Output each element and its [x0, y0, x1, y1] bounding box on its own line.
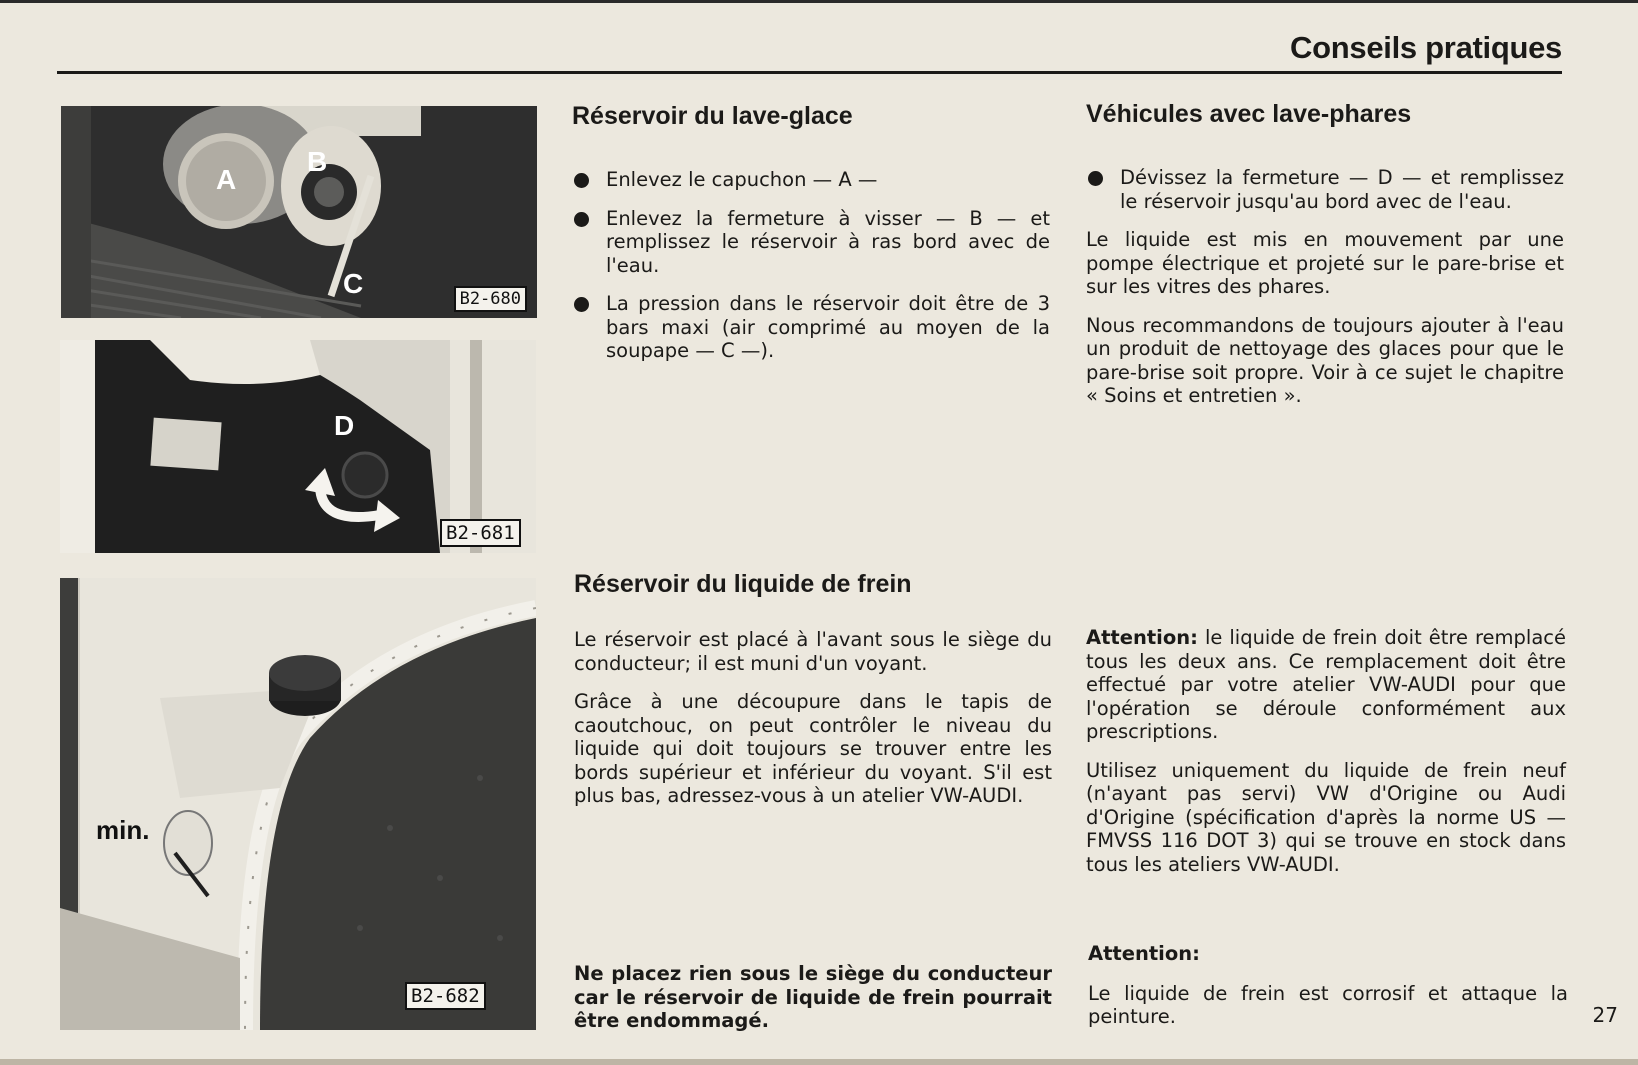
- list-item: Enlevez la fermeture à visser — B — et remplissez le réservoir à ras bord avec de l'eau.: [572, 207, 1050, 278]
- section-title-headlamp: Véhicules avec lave-phares: [1086, 100, 1412, 128]
- bullet-icon: [574, 297, 589, 312]
- callout-a: A: [216, 164, 237, 195]
- photo-washer-reservoir: [61, 106, 537, 318]
- paragraph: Le liquide est mis en mouvement par une pompe électrique et projeté sur le pare-brise et sur les vitres des phares.: [1086, 228, 1564, 298]
- list-item: Enlevez le capuchon — A —: [572, 168, 1050, 192]
- photo-label: B2-681: [440, 519, 521, 547]
- callout-min: min.: [96, 815, 150, 845]
- bullet-icon: [574, 212, 589, 227]
- attention-column: [1086, 626, 1566, 891]
- warning-text: Ne placez rien sous le siège du conducteur car le réservoir de liquide de frein pourrait être endommagé.: [574, 962, 1052, 1032]
- brake-reservoir-illustration: [60, 578, 536, 1030]
- attention-label: Attention:: [1086, 626, 1198, 649]
- callout-b: B: [307, 146, 328, 177]
- paragraph: Nous recommandons de toujours ajouter à l'eau un produit de nettoyage des glaces pour que le pare-brise soit propre. Voir à ce sujet le chapitre « Soins et entretien ».: [1086, 313, 1564, 407]
- callout-c: C: [343, 268, 364, 299]
- list-item: La pression dans le réservoir doit être de 3 bars maxi (air comprimé au moyen de la soupape — C —).: [572, 292, 1050, 363]
- photo-headlamp-reservoir: [60, 340, 536, 553]
- photo-brake-reservoir: [60, 578, 536, 1030]
- callout-d: D: [334, 410, 355, 441]
- brake-warning: [574, 962, 1052, 1048]
- header-rule: [57, 71, 1562, 74]
- photo-label: B2-680: [454, 286, 527, 312]
- page-number: 27: [1592, 1003, 1618, 1027]
- paragraph: Grâce à une découpure dans le tapis de caoutchouc, on peut contrôler le niveau du liquide qui doit toujours se trouver entre les bords supérieur et inférieur du voyant. S'il est plus bas, adressez-vous à un atelier VW-AUDI.: [574, 690, 1052, 807]
- bullet-icon: [1088, 171, 1103, 186]
- page-top-edge: [0, 0, 1638, 3]
- page-bottom-edge: [0, 1059, 1638, 1065]
- section-title-brake: Réservoir du liquide de frein: [574, 570, 912, 598]
- paragraph: Le liquide de frein est corrosif et attaque la peinture.: [1088, 981, 1568, 1028]
- attention2-column: [1088, 942, 1568, 1044]
- brake-column: [574, 628, 1052, 823]
- washer-bullet-list: [572, 168, 1050, 363]
- paragraph: Le réservoir est placé à l'avant sous le siège du conducteur; il est muni d'un voyant.: [574, 628, 1052, 675]
- attention-label: Attention:: [1088, 942, 1200, 965]
- section-title-washer: Réservoir du lave-glace: [572, 102, 853, 130]
- paragraph: Utilisez uniquement du liquide de frein neuf (n'ayant pas servi) VW d'Origine ou Audi d'Origine (spécification d'après la norme US — FMVSS 116 DOT 3) qui se trouve en stock dans tous les ateliers VW-AUDI.: [1086, 758, 1566, 876]
- list-item: Dévissez la fermeture — D — et remplissez le réservoir jusqu'au bord avec de l'eau.: [1086, 166, 1564, 213]
- attention-paragraph: Attention: le liquide de frein doit être remplacé tous les deux ans. Ce remplacement doit être effectué par votre atelier VW-AUDI pour que l'opération se déroule conformément aux prescriptions.: [1086, 626, 1566, 743]
- headlamp-bullet-list: [1086, 166, 1564, 213]
- headlamp-column: [1086, 166, 1564, 423]
- washer-column: [572, 168, 1050, 378]
- page-header-title: Conseils pratiques: [1290, 30, 1562, 65]
- photo-label: B2-682: [405, 982, 486, 1010]
- bullet-icon: [574, 173, 589, 188]
